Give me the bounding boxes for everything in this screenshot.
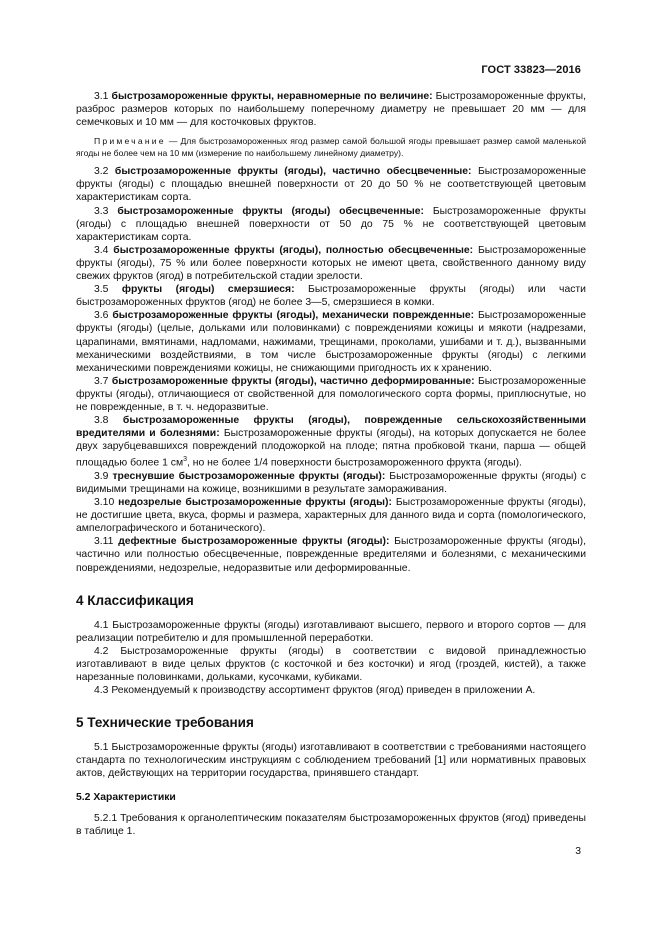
paragraph-text: 4.1 Быстрозамороженные фрукты (ягоды) изготавливают высшего, первого и второго сортов — для реализации потребителю и для промышленной переработки. bbox=[76, 619, 586, 644]
paragraph-text: 5.2.1 Требования к органолептическим показателям быстрозамороженных фруктов (ягод) приведены в таблице 1. bbox=[76, 812, 586, 837]
note-label: Примечание bbox=[94, 136, 166, 147]
definition-text: Быстрозамороженные фрукты (ягоды), не достигшие цвета, вкуса, формы и размера, характерных для данного вида и сорта (помологического, ампелографического и ботанического). bbox=[76, 497, 587, 535]
definition-text: Быстрозамороженные фрукты (ягоды) с площадью внешней поверхности от 50 до 75 % не соответствующей цветовым характеристикам сорта. bbox=[76, 205, 587, 243]
definition-term: быстрозамороженные фрукты (ягоды), механически поврежденные: bbox=[112, 310, 475, 322]
definition-text: Быстрозамороженные фрукты (ягоды) или части быстрозамороженных фруктов (ягод) не более 3—5, смерзшиеся в комки. bbox=[76, 284, 586, 309]
definition-number: 3.5 bbox=[94, 284, 109, 296]
definition-3-8 bbox=[76, 414, 586, 470]
document-id-header: ГОСТ 33823—2016 bbox=[481, 64, 581, 76]
page-content bbox=[76, 90, 586, 838]
definition-3-6 bbox=[76, 309, 586, 374]
paragraph-text: 4.2 Быстрозамороженные фрукты (ягоды) в соответствии с видовой принадлежностью изготавливают в виде целых фруктов (с косточкой и без косточки) и ягод (гроздей, кистей), а также нарезанные половинками, дольками, кусочками, кубиками. bbox=[76, 645, 586, 684]
definition-3-5 bbox=[76, 283, 586, 309]
definition-3-3 bbox=[76, 205, 586, 244]
definition-text: Быстрозамороженные фрукты (ягоды), 75 % или более поверхности которых не имеют цвета, свойственного данному виду свежих фруктов (ягод) в потребительской стадии зрелости. bbox=[76, 244, 587, 283]
definition-3-1 bbox=[76, 90, 586, 129]
definition-3-9 bbox=[76, 470, 586, 496]
paragraph-4-3 bbox=[76, 684, 586, 697]
definition-term: фрукты (ягоды) смерзшиеся: bbox=[121, 284, 295, 296]
definition-3-2 bbox=[76, 165, 586, 204]
definition-text: Быстрозамороженные фрукты (ягоды), отличающиеся от свойственной для помологического сорта формы, приплюснутые, но не поврежденные, в т. ч. недоразвитые. bbox=[76, 375, 586, 413]
definition-term: быстрозамороженные фрукты (ягоды), частично обесцвеченные: bbox=[114, 166, 472, 178]
note bbox=[76, 135, 586, 159]
paragraph-text: 4.3 Рекомендуемый к производству ассортимент фруктов (ягод) приведен в приложении А. bbox=[94, 685, 536, 697]
page-number: 3 bbox=[575, 846, 581, 857]
section-5-heading: 5 Технические требования bbox=[76, 715, 254, 731]
paragraph-4-2 bbox=[76, 645, 586, 684]
section-4-heading: 4 Классификация bbox=[76, 592, 194, 608]
paragraph-text: 5.1 Быстрозамороженные фрукты (ягоды) изготавливают в соответствии с требованиями настоящего стандарта по технологическим инструкциям с соблюдением требований [1] или нормативных правовых актов, действующих на территории государства, принявшего стандарт. bbox=[76, 742, 586, 780]
note-text: — Для быстрозамороженных ягод размер самой большой ягоды превышает размер самой маленькой ягоды не более чем на 10 мм (измерение по наибольшему линейному диаметру). bbox=[76, 136, 586, 159]
definition-text: Быстрозамороженные фрукты (ягоды), на которых допускается не более двух зарубцевавшихся повреждений плодожоркой на плоде; пятна пробковой ткани, парша — общей площадью более 1 см bbox=[76, 428, 586, 469]
paragraph-4-1 bbox=[76, 619, 586, 645]
definition-term: быстрозамороженные фрукты, неравномерные по величине: bbox=[111, 91, 433, 102]
definition-number: 3.2 bbox=[94, 166, 109, 178]
definition-3-10 bbox=[76, 496, 586, 535]
definition-3-4 bbox=[76, 244, 586, 283]
definition-number: 3.1 bbox=[94, 91, 109, 102]
definition-number: 3.6 bbox=[94, 310, 109, 322]
subsection-5-2-heading: 5.2 Характеристики bbox=[76, 791, 176, 803]
definition-3-7 bbox=[76, 375, 586, 414]
definition-term: треснувшие быстрозамороженные фрукты (ягоды): bbox=[112, 470, 386, 482]
definition-text: Быстрозамороженные фрукты (ягоды) с видимыми трещинами на кожице, возникшими в результате замораживания. bbox=[76, 470, 586, 495]
definition-3-11 bbox=[76, 535, 586, 574]
definition-text: Быстрозамороженные фрукты, разброс размеров которых по наибольшему поперечному диаметру не превышает 20 мм — для семечковых и 10 мм — для косточковых фруктов. bbox=[76, 91, 586, 129]
paragraph-5-2-1 bbox=[76, 812, 586, 838]
paragraph-5-1 bbox=[76, 741, 586, 780]
definition-text: Быстрозамороженные фрукты (ягоды) с площадью внешней поверхности от 20 до 50 % не соответствующей цветовым характеристикам сорта. bbox=[76, 166, 586, 204]
definition-number: 3.8 bbox=[94, 415, 109, 427]
definition-term: быстрозамороженные фрукты (ягоды) обесцвеченные: bbox=[117, 205, 424, 217]
definition-number: 3.7 bbox=[94, 375, 109, 387]
superscript: 3 bbox=[183, 456, 187, 464]
definition-term: быстрозамороженные фрукты (ягоды), полностью обесцвеченные: bbox=[113, 244, 474, 256]
definition-number: 3.4 bbox=[94, 244, 109, 256]
definition-number: 3.11 bbox=[94, 536, 114, 548]
definition-term: быстрозамороженные фрукты (ягоды), частично деформированные: bbox=[111, 375, 475, 387]
definition-text: Быстрозамороженные фрукты (ягоды) (целые, дольками или половинками) с повреждениями кожицы и мякоти (надрезами, царапинами, вмятинами, надломами, нажимами, трещинами, проколами, ушибами и т. д.), вызванными механическими воздействиями, в том числе быстрозамороженные фрукты (ягоды) с легкими механическими повреждениями кожицы, не снижающими пригодность их к хранению. bbox=[76, 310, 586, 374]
definition-text-continued: , но не более 1/4 поверхности быстрозамороженного фрукта (ягоды). bbox=[187, 457, 522, 469]
definition-term: недозрелые быстрозамороженные фрукты (ягоды): bbox=[118, 497, 392, 509]
definition-number: 3.3 bbox=[94, 205, 109, 217]
definition-text: Быстрозамороженные фрукты (ягоды), частично или полностью обесцвеченные, поврежденные вредителями и болезнями, с механическими повреждениями, недозрелые, недоразвитые или деформированные. bbox=[76, 536, 587, 574]
definition-number: 3.9 bbox=[94, 470, 109, 482]
definition-number: 3.10 bbox=[94, 497, 115, 509]
definition-term: дефектные быстрозамороженные фрукты (ягоды): bbox=[118, 536, 390, 548]
definition-term: быстрозамороженные фрукты (ягоды), поврежденные сельскохозяйственными вредителями и болезнями: bbox=[76, 415, 587, 440]
